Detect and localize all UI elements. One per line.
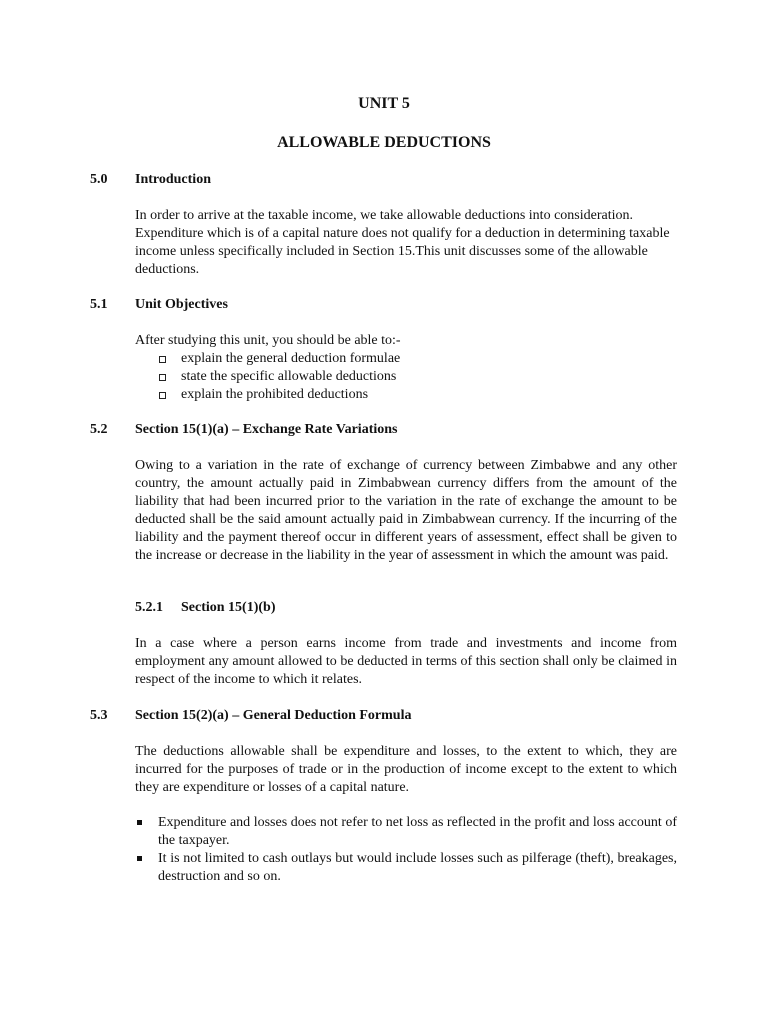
section-title: Section 15(1)(b)	[181, 600, 276, 615]
square-bullet-icon	[137, 820, 142, 825]
section-number: 5.2	[90, 422, 108, 437]
objectives-list	[158, 350, 678, 404]
section-5-0-heading	[90, 171, 211, 189]
checkbox-bullet-icon	[159, 356, 166, 363]
section-5-1-heading	[90, 296, 228, 314]
list-item: state the specific allowable deductions	[158, 368, 678, 386]
list-item: explain the general deduction formulae	[158, 350, 678, 368]
exchange-rate-paragraph: Owing to a variation in the rate of exchange of currency between Zimbabwe and any other country, the amount actually paid in Zimbabwean currency differs from the amount of the liability that had been incurred prior to the variation in the rate of exchange the amount to be deducted shall be the said amount actually paid in Zimbabwean currency. If the incurring of the liability and the payment thereof occur in different years of assessment, effect shall be given to the increase or decrease in the liability in the year of assessment in which the amount was paid.	[135, 458, 677, 563]
deduction-notes-list	[135, 814, 677, 886]
section-number: 5.2.1	[135, 600, 163, 615]
section-15-1-b-paragraph: In a case where a person earns income from trade and investments and income from employment any amount allowed to be deducted in terms of this section shall only be claimed in respect of the income to which it relates.	[135, 636, 677, 687]
list-item: Expenditure and losses does not refer to net loss as reflected in the profit and loss account of the taxpayer.	[135, 814, 677, 850]
checkbox-bullet-icon	[159, 392, 166, 399]
section-number: 5.0	[90, 172, 108, 187]
list-item: explain the prohibited deductions	[158, 386, 678, 404]
section-5-3-heading	[90, 707, 411, 725]
general-deduction-paragraph: The deductions allowable shall be expenditure and losses, to the extent to which, they are incurred for the purposes of trade or in the production of income except to the extent to which they are expenditure or losses of a capital nature.	[135, 744, 677, 795]
objectives-intro: After studying this unit, you should be able to:-	[135, 333, 401, 348]
unit-title: ALLOWABLE DEDUCTIONS	[277, 134, 491, 151]
section-title: Unit Objectives	[135, 297, 228, 312]
section-5-2-heading	[90, 421, 398, 439]
square-bullet-icon	[137, 856, 142, 861]
intro-paragraph: In order to arrive at the taxable income, we take allowable deductions into consideration. Expenditure which is of a capital nature does not qualify for a deduction in determining taxable income unless specifically included in Section 15.This unit discusses some of the allowable deductions.	[135, 208, 670, 277]
section-number: 5.3	[90, 708, 108, 723]
checkbox-bullet-icon	[159, 374, 166, 381]
list-item: It is not limited to cash outlays but would include losses such as pilferage (theft), breakages, destruction and so on.	[135, 850, 677, 886]
section-number: 5.1	[90, 297, 108, 312]
section-title: Section 15(1)(a) – Exchange Rate Variations	[135, 422, 398, 437]
section-title: Section 15(2)(a) – General Deduction Formula	[135, 708, 412, 723]
section-5-2-1-heading	[135, 599, 276, 617]
unit-label: UNIT 5	[358, 95, 410, 112]
section-title: Introduction	[135, 172, 211, 187]
